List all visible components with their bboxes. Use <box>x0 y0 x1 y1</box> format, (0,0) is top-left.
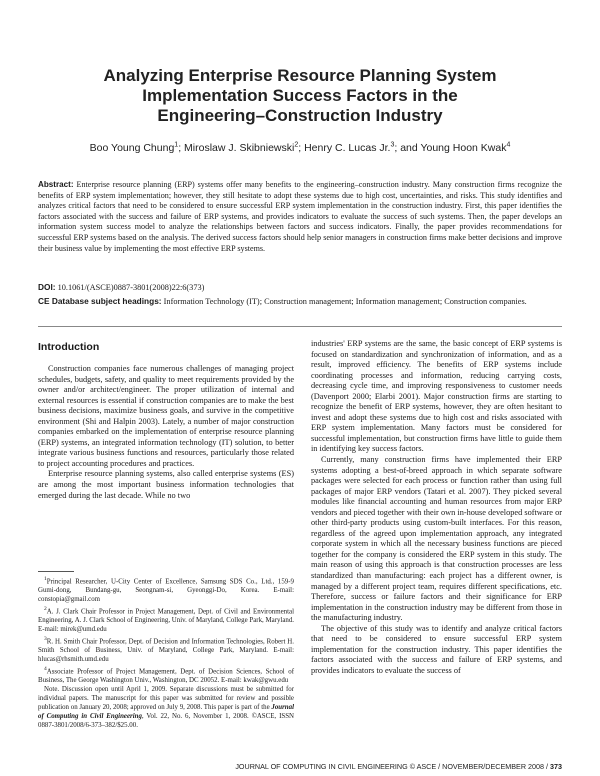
paragraph: industries' ERP systems are the same, the basic concept of ERP systems is focused on standardization and synchronization of information, and as a result, improved efficiency. The benefits of ERP systems include coordinating processes and information, reducing carrying costs, decreasing cycle time, and improving responsiveness to customer needs (Davenport 2000; Elarbi 2001). Major construction firms are starting to recognize the benefit of ERP systems, however, they are often hesitant to invest and adopt these systems due to high cost and risks associated with ERP system implementation. Many factors must be considered for successful implementation, but construction firms have little to guide them in identifying key success factors. <box>311 339 562 454</box>
left-column <box>38 364 294 501</box>
subject-headings <box>38 296 562 307</box>
doi-label: DOI: <box>38 282 56 292</box>
paragraph: Construction companies face numerous challenges of managing project schedules, budgets, safety, and quality to meet requirements provided by the owner and/or architect/engineer. The proper utilization of internal and external resources is essential if construction companies are to make the best business decisions, maximize business goals, and survive in the competitive environment (Shi and Halpin 2003). Lately, a number of major construction companies embarked on the implementation of enterprise resource planning (ERP) systems, an integrated information technology (IT) solution, to better integrate various business functions and resources, particularly those related to project accounting procedures and practices. <box>38 364 294 468</box>
footnote: $^1$Principal Researcher, U-City Center of Excellence, Samsung SDS Co., Ltd., 159-9 Gumi-dong, Bundang-gu, Seongnam-si, Gyeonggi-Do, Korea. E-mail: constopia@gmail.com <box>38 576 294 604</box>
discussion-note: Note. Discussion open until April 1, 2009. Separate discussions must be submitted for individual papers. The manuscript for this paper was submitted for review and possible publication on January 20, 2008; approved on July 9, 2008. This paper is part of the Journal of Computing in Civil Engineering, Vol. 22, No. 6, November 1, 2008. ©ASCE, ISSN 0887-3801/2008/6-373–382/$25.00. <box>38 686 294 729</box>
author-list <box>40 138 560 155</box>
page-number: 373 <box>550 762 562 771</box>
doi-value[interactable]: 10.1061/(ASCE)0887-3801(2008)22:6(373) <box>57 283 205 292</box>
paragraph: The objective of this study was to identify and analyze critical factors that need to be considered to ensure successful ERP system implementation for the construction industry. This paper identifies the factors associated with the success and failure of ERP systems, and provides indicators to evaluate the success of <box>311 623 562 675</box>
footnote: $^2$A. J. Clark Chair Professor in Project Management, Dept. of Civil and Environmental Engineering, A. J. Clark School of Engineering, Univ. of Maryland, College Park, Maryland. E-mail: mirek@umd.edu <box>38 606 294 634</box>
author: Boo Young Chung$^1$; <box>89 141 185 154</box>
author: Henry C. Lucas Jr.$^3$; and <box>304 141 421 154</box>
title-line-1: Analyzing Enterprise Resource Planning System <box>103 66 497 85</box>
subject-headings-text: Information Technology (IT); Construction management; Information management; Construction companies. <box>163 297 527 306</box>
author: Miroslaw J. Skibniewski$^2$; <box>184 141 305 154</box>
running-footer <box>38 762 562 771</box>
title-line-3: Engineering–Construction Industry <box>157 106 443 125</box>
doi <box>38 282 562 293</box>
section-heading-introduction: Introduction <box>38 341 100 353</box>
footnotes <box>38 575 294 731</box>
paragraph: Enterprise resource planning systems, also called enterprise systems (ES) are among the most important business information technologies that emerged during the last decade. While no two <box>38 469 294 500</box>
abstract <box>38 180 562 254</box>
abstract-text: Enterprise resource planning (ERP) systems offer many benefits to the engineering–construction industry. Many construction firms recognize the benefits of ERP system implementation; however, they still hesitate to adopt these systems due to high cost, uncertainties, and risks. This study identifies and analyzes critical factors that need to be considered to ensure successful ERP system implementation in the construction industry. First, this paper identifies the factors associated with the success and failure of ERP systems, and provides indicators to evaluate the success of such systems. Then, the paper develops an information system success model to analyze the relationships between factors and success indicators. Finally, the paper provides recommendations for successful ERP systems based on the analysis. The derived success factors should help senior managers in construction firms make better decisions and improve their business value by implementing the most effective ERP systems. <box>38 180 562 253</box>
abstract-label: Abstract: <box>38 180 74 189</box>
footnote: $^4$Associate Professor of Project Management, Dept. of Decision Sciences, School of Business, The George Washington Univ., Washington, DC 20052. E-mail: kwak@gwu.edu <box>38 666 294 685</box>
subject-headings-label: CE Database subject headings: <box>38 296 162 306</box>
paragraph: Currently, many construction firms have implemented their ERP systems adopting a best-of-breed approach in which separate software packages were selected for each process or function rather than using full packages of major ERP vendors (Tatari et al. 2007). They picked several modules like financial accounting and human resources from major ERP vendors and pieced together with their own in-house developed software or other third-party products using custom-built interfaces. For this reason, regardless of the agreed upon implementation approach, any integrated corporate system in which all the necessary business functions are pieced together for the company is considered the ERP system in this study. The main reason of using this approach is that construction processes are less standardized than manufacturing: each project has a different owner, is managed by a different project team, requires different specifications, etc. Therefore, success or failure factors and their significance for ERP implementation in the construction industry may be different from those in the manufacturing industry. <box>311 455 562 623</box>
author: Young Hoon Kwak$^4$ <box>420 141 511 154</box>
footnote: $^3$R. H. Smith Chair Professor, Dept. of Decision and Information Technologies, Robert H. Smith School of Business, Univ. of Maryland, College Park, Maryland. E-mail: hlucas@rhsmith.umd.edu <box>38 636 294 664</box>
header-divider <box>38 326 562 327</box>
paper-title <box>60 66 540 126</box>
title-line-2: Implementation Success Factors in the <box>142 86 458 105</box>
footer-text: JOURNAL OF COMPUTING IN CIVIL ENGINEERING © ASCE / NOVEMBER/DECEMBER 2008 / <box>235 762 550 771</box>
right-column <box>311 339 562 677</box>
footnote-divider <box>38 571 74 572</box>
